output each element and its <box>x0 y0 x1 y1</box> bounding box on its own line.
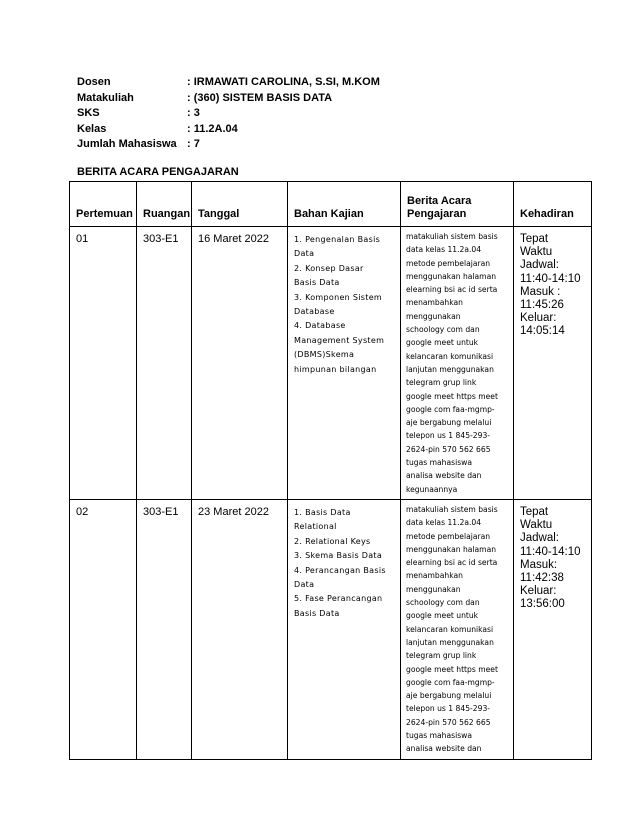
info-row-dosen <box>77 75 380 91</box>
bahan-kajian-cell-line: Relational <box>294 522 337 532</box>
bahan-kajian-cell-line: himpunan bilangan <box>294 364 377 374</box>
kehadiran-cell-line: Masuk: <box>520 558 558 571</box>
bahan-kajian-cell-line: 4. Database <box>294 321 346 331</box>
kehadiran-cell-line: 11:40-14:10 <box>520 272 581 285</box>
berita-acara-cell-line: data kelas 11.2a.04 <box>406 518 482 528</box>
berita-acara-cell-line: analisa website dan <box>406 744 482 754</box>
berita-acara-cell-line: telegram grup link <box>406 378 477 388</box>
berita-acara-cell-line: google com faa-mgmp- <box>406 677 495 687</box>
berita-acara-cell-line: google meet https meet <box>406 391 498 401</box>
berita-acara-cell-line: elearning bsi ac id serta <box>406 558 498 568</box>
berita-acara-cell-line: metode pembelajaran <box>406 258 491 268</box>
bahan-kajian-cell-line: Management System <box>294 335 385 345</box>
berita-acara-cell-line: data kelas 11.2a.04 <box>406 245 482 255</box>
berita-acara-cell-line: metode pembelajaran <box>406 531 491 541</box>
berita-acara-cell-line: menambahkan <box>406 571 463 581</box>
berita-acara-cell-line: matakuliah sistem basis <box>406 504 498 514</box>
berita-acara-cell-line: menambahkan <box>406 298 463 308</box>
berita-acara-cell-line: matakuliah sistem basis <box>406 232 498 241</box>
kehadiran-cell-line: Keluar: <box>520 585 557 598</box>
header-berita-acara: Berita Acara Pengajaran <box>401 182 514 227</box>
jumlah-label: Jumlah Mahasiswa <box>77 138 177 150</box>
info-row-sks <box>77 106 380 122</box>
kehadiran-cell-line: 11:40-14:10 <box>520 545 581 558</box>
kehadiran-cell-line: 13:56:00 <box>520 598 565 611</box>
berita-acara-cell-line: menggunakan <box>406 584 461 594</box>
berita-acara-cell-line: telepon us 1 845-293- <box>406 704 491 714</box>
bahan-kajian-cell-line: 3. Skema Basis Data <box>294 551 383 561</box>
sks-value: : 3 <box>187 107 200 119</box>
matakuliah-value: : (360) SISTEM BASIS DATA <box>187 91 333 104</box>
section-title: BERITA ACARA PENGAJARAN <box>77 166 239 178</box>
berita-acara-cell-line: kelancaran komunikasi <box>406 351 494 361</box>
dosen-value: : IRMAWATI CAROLINA, S.SI, M.KOM <box>187 76 380 88</box>
berita-acara-cell-line: aje bergabung melalui <box>406 418 492 428</box>
berita-acara-cell-line: schoology com dan <box>406 598 480 608</box>
ruangan-cell: 303-E1 <box>137 499 192 759</box>
berita-acara-cell-line: elearning bsi ac id serta <box>406 285 498 295</box>
table-body <box>70 227 592 760</box>
ruangan-cell: 303-E1 <box>137 227 192 500</box>
bahan-kajian-cell-line: 2. Relational Keys <box>294 536 371 546</box>
header-tanggal: Tanggal <box>192 182 288 227</box>
table-row <box>70 499 592 759</box>
matakuliah-label: Matakuliah <box>77 91 134 104</box>
header-kehadiran: Kehadiran <box>514 182 592 227</box>
bahan-kajian-cell-line: Basis Data <box>294 278 340 288</box>
course-info <box>77 75 380 153</box>
bahan-kajian-cell-line: 2. Konsep Dasar <box>294 263 364 273</box>
kehadiran-cell-line: Masuk : <box>520 285 561 298</box>
kehadiran-cell-line: Tepat <box>520 505 549 518</box>
tanggal-cell: 16 Maret 2022 <box>192 227 288 500</box>
berita-acara-cell-line: schoology com dan <box>406 325 480 335</box>
berita-acara-cell-line: analisa website dan <box>406 471 482 481</box>
berita-acara-cell-line: google meet https meet <box>406 664 498 674</box>
table-header-row <box>70 182 592 227</box>
kelas-label: Kelas <box>77 122 107 135</box>
berita-acara-cell-line: 2624-pin 570 562 665 <box>406 444 491 454</box>
jumlah-value: : 7 <box>187 138 200 150</box>
info-row-matakuliah <box>77 91 380 107</box>
table-row <box>70 227 592 500</box>
bahan-kajian-cell-line: 4. Perancangan Basis <box>294 565 386 575</box>
bahan-kajian-cell-line: 1. Pengenalan Basis <box>294 235 381 244</box>
bahan-kajian-cell-line: 5. Fase Perancangan <box>294 594 383 604</box>
kehadiran-cell-line: 14:05:14 <box>520 325 565 338</box>
bahan-kajian-cell-line: Basis Data <box>294 608 340 618</box>
bahan-kajian-cell-line: Database <box>294 307 335 317</box>
berita-acara-cell-line: menggunakan <box>406 311 461 321</box>
kehadiran-cell-line: Jadwal: <box>520 532 559 545</box>
berita-acara-cell-line: google meet untuk <box>406 338 479 348</box>
berita-acara-cell-line: google meet untuk <box>406 611 479 621</box>
kehadiran-cell-line: Tepat <box>520 233 549 245</box>
berita-acara-cell-line: menggunakan halaman <box>406 271 497 281</box>
kehadiran-cell-line: 11:42:38 <box>520 571 564 584</box>
header-bahan-kajian: Bahan Kajian <box>288 182 401 227</box>
berita-acara-cell-line: aje bergabung melalui <box>406 691 492 701</box>
berita-acara-cell-line: lanjutan menggunakan <box>406 637 494 647</box>
header-pertemuan: Pertemuan <box>70 182 137 227</box>
berita-acara-cell <box>401 499 514 759</box>
bahan-kajian-cell-line: (DBMS)Skema <box>294 350 355 360</box>
berita-acara-cell-line: kelancaran komunikasi <box>406 624 494 634</box>
sks-label: SKS <box>77 107 100 119</box>
berita-acara-cell-line: google com faa-mgmp- <box>406 404 495 414</box>
bahan-kajian-cell-line: 3. Komponen Sistem <box>294 292 383 302</box>
header-ruangan: Ruangan <box>137 182 192 227</box>
kehadiran-cell <box>514 227 592 500</box>
kehadiran-cell <box>514 499 592 759</box>
kehadiran-cell-line: Jadwal: <box>520 259 559 272</box>
berita-acara-cell-line: 2624-pin 570 562 665 <box>406 717 491 727</box>
kelas-value: : 11.2A.04 <box>187 122 238 135</box>
bahan-kajian-cell <box>288 499 401 759</box>
bahan-kajian-cell <box>288 227 401 500</box>
info-row-kelas <box>77 122 380 138</box>
pertemuan-cell: 01 <box>70 227 137 500</box>
pertemuan-cell: 02 <box>70 499 137 759</box>
bahan-kajian-cell-line: 1. Basis Data <box>294 507 351 517</box>
tanggal-cell: 23 Maret 2022 <box>192 499 288 759</box>
berita-acara-cell-line: tugas mahasiswa <box>406 730 473 740</box>
bahan-kajian-cell-line: Data <box>294 579 315 589</box>
berita-acara-cell <box>401 227 514 500</box>
info-row-jumlah <box>77 137 380 153</box>
bahan-kajian-cell-line: Data <box>294 249 315 259</box>
berita-acara-cell-line: menggunakan halaman <box>406 544 497 554</box>
kehadiran-cell-line: Keluar: <box>520 312 557 325</box>
berita-acara-cell-line: telegram grup link <box>406 651 477 661</box>
dosen-label: Dosen <box>77 76 111 88</box>
kehadiran-cell-line: Waktu <box>520 519 553 532</box>
berita-acara-cell-line: kegunaannya <box>406 484 458 494</box>
berita-acara-cell-line: tugas mahasiswa <box>406 458 473 468</box>
berita-acara-cell-line: lanjutan menggunakan <box>406 364 494 374</box>
kehadiran-cell-line: Waktu <box>520 246 553 259</box>
berita-acara-table <box>69 181 592 760</box>
berita-acara-cell-line: telepon us 1 845-293- <box>406 431 491 441</box>
kehadiran-cell-line: 11:45:26 <box>520 299 564 312</box>
